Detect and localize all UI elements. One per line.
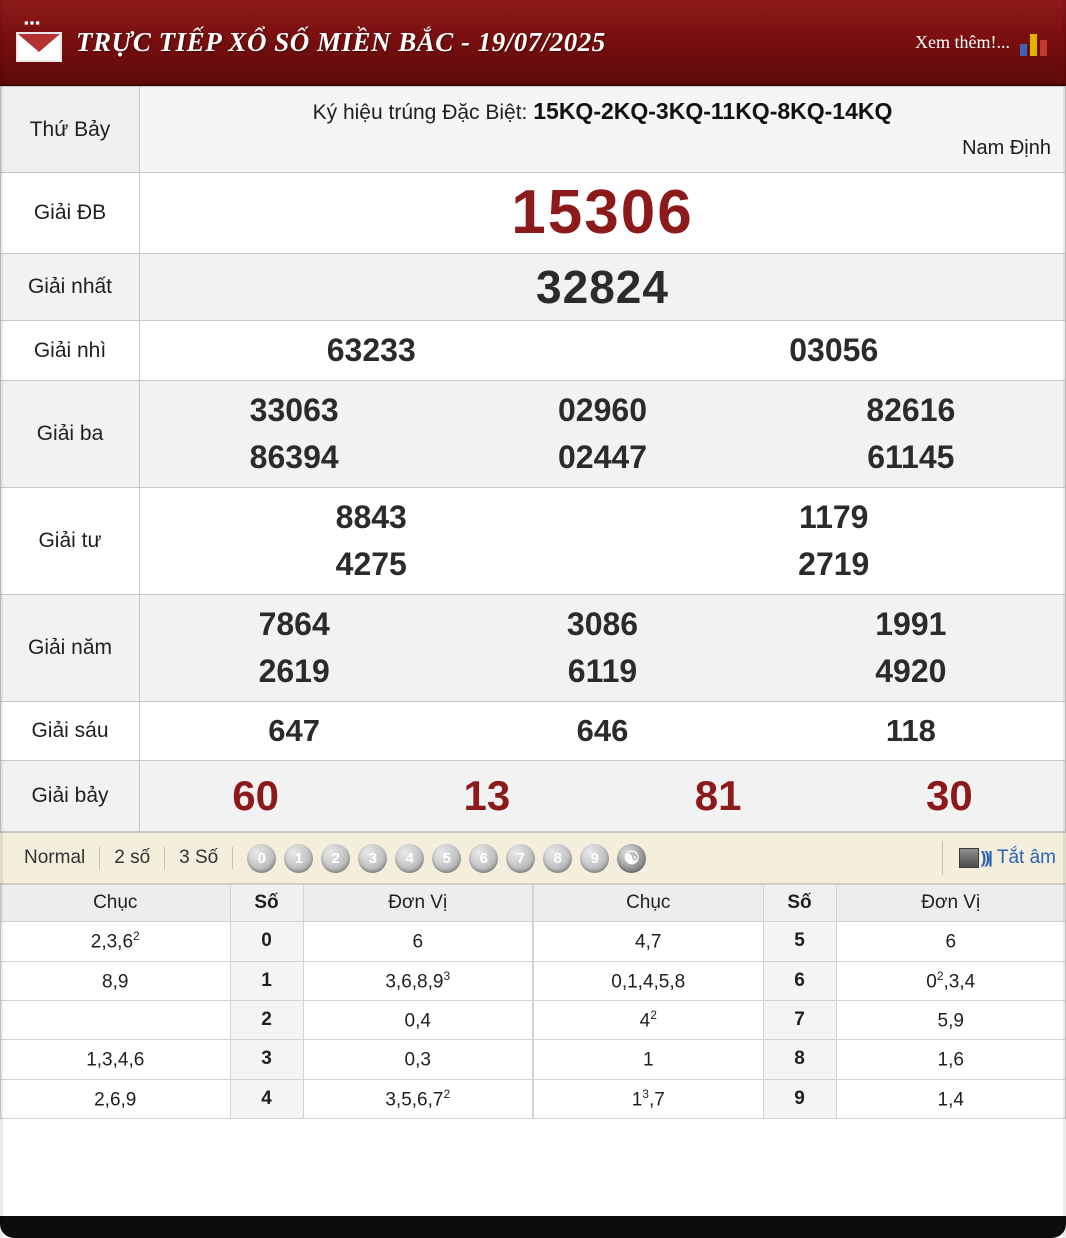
table-header-row bbox=[1, 885, 533, 922]
mail-icon-envelope bbox=[16, 32, 62, 62]
prize-number[interactable]: 30 bbox=[926, 772, 973, 820]
cell-so: 5 bbox=[763, 922, 836, 961]
table-row bbox=[1, 922, 533, 961]
cell-so: 2 bbox=[230, 1000, 303, 1039]
table-row bbox=[1, 1000, 533, 1039]
prize-number[interactable]: 32824 bbox=[536, 261, 669, 314]
col-header-chuc: Chục bbox=[1, 885, 231, 922]
yinyang-ball[interactable]: ☯ bbox=[617, 844, 646, 873]
table-row bbox=[534, 922, 1066, 961]
prize-label-nhat: Giải nhất bbox=[1, 254, 140, 321]
mail-icon bbox=[16, 15, 62, 62]
col-header-donvi: Đơn Vị bbox=[303, 885, 533, 922]
digit-ball-5[interactable]: 5 bbox=[432, 844, 461, 873]
prize-number[interactable]: 81 bbox=[694, 772, 742, 820]
prize-number[interactable]: 2719 bbox=[798, 546, 870, 583]
cell-chuc: 2,6,9 bbox=[1, 1079, 231, 1118]
prize-label-bay: Giải bảy bbox=[1, 761, 140, 832]
prize-values-tu bbox=[140, 488, 1066, 595]
cell-donvi: 3,6,8,9$^3$ bbox=[303, 961, 533, 1000]
prize-number[interactable]: 4920 bbox=[875, 653, 947, 690]
mode-normal-button[interactable]: Normal bbox=[10, 847, 100, 869]
prize-number[interactable]: 1179 bbox=[799, 499, 869, 536]
digit-ball-0[interactable]: 0 bbox=[247, 844, 276, 873]
bar-chart-icon[interactable] bbox=[1020, 28, 1050, 56]
cell-so: 1 bbox=[230, 961, 303, 1000]
cell-chuc: 4,7 bbox=[534, 922, 764, 961]
table-row-tu bbox=[1, 488, 1066, 595]
digit-ball-9[interactable]: 9 bbox=[580, 844, 609, 873]
prize-number[interactable]: 61145 bbox=[867, 439, 955, 476]
see-more-link[interactable]: Xem thêm!... bbox=[915, 31, 1010, 52]
cell-donvi: 1,4 bbox=[836, 1079, 1066, 1118]
digit-filter-group bbox=[247, 844, 646, 873]
cell-so: 0 bbox=[230, 922, 303, 961]
cell-chuc: 1 bbox=[534, 1040, 764, 1079]
prize-number[interactable]: 6119 bbox=[567, 653, 638, 690]
digit-ball-2[interactable]: 2 bbox=[321, 844, 350, 873]
cell-chuc: 2,3,6$^2$ bbox=[1, 922, 231, 961]
mute-label[interactable]: Tắt âm bbox=[996, 847, 1056, 869]
digit-ball-7[interactable]: 7 bbox=[506, 844, 535, 873]
cell-donvi: 6 bbox=[836, 922, 1066, 961]
col-header-so: Số bbox=[763, 885, 836, 922]
kyhieu-cell bbox=[140, 87, 1066, 173]
header-actions bbox=[915, 28, 1050, 56]
page-header bbox=[0, 0, 1066, 86]
prize-values-db bbox=[140, 173, 1066, 254]
mode-2so-button[interactable]: 2 số bbox=[100, 847, 165, 869]
mute-control[interactable] bbox=[942, 841, 1056, 875]
table-row-bay bbox=[1, 761, 1066, 832]
table-header-row bbox=[534, 885, 1066, 922]
cell-donvi: 6 bbox=[303, 922, 533, 961]
table-row-db bbox=[1, 173, 1066, 254]
province-label: Nam Định bbox=[962, 136, 1051, 159]
prize-label-nam: Giải năm bbox=[1, 595, 140, 702]
prize-number[interactable]: 02960 bbox=[558, 392, 647, 429]
cell-chuc: 8,9 bbox=[1, 961, 231, 1000]
cell-so: 9 bbox=[763, 1079, 836, 1118]
table-row bbox=[534, 1000, 1066, 1039]
prize-label-sau: Giải sáu bbox=[1, 702, 140, 761]
prize-number[interactable]: 118 bbox=[885, 713, 936, 749]
prize-number[interactable]: 63233 bbox=[326, 332, 416, 369]
cell-donvi: 3,5,6,7$^2$ bbox=[303, 1079, 533, 1118]
cell-donvi: 0,3 bbox=[303, 1040, 533, 1079]
col-header-chuc: Chục bbox=[534, 885, 764, 922]
prize-number[interactable]: 60 bbox=[232, 772, 279, 820]
prize-number[interactable]: 646 bbox=[576, 713, 629, 749]
prize-number[interactable]: 7864 bbox=[258, 606, 330, 643]
prize-number[interactable]: 02447 bbox=[558, 439, 647, 476]
prize-number[interactable]: 3086 bbox=[566, 606, 639, 643]
table-row bbox=[534, 1079, 1066, 1118]
table-row bbox=[1, 1040, 533, 1079]
prize-number[interactable]: 13 bbox=[463, 772, 511, 820]
col-header-so: Số bbox=[230, 885, 303, 922]
prize-number[interactable]: 647 bbox=[268, 713, 321, 749]
mode-3so-button[interactable]: 3 Số bbox=[165, 847, 233, 869]
prize-number[interactable]: 1991 bbox=[875, 606, 947, 643]
table-row-sau bbox=[1, 702, 1066, 761]
cell-chuc: $1^3,7$ bbox=[534, 1079, 764, 1118]
cell-donvi: 5,9 bbox=[836, 1000, 1066, 1039]
mail-icon-dots: ▪▪▪ bbox=[24, 15, 41, 30]
footer-spacer bbox=[0, 1119, 1066, 1147]
digit-stats-section bbox=[0, 884, 1066, 1119]
prize-number[interactable]: 82616 bbox=[866, 392, 956, 429]
page-title: TRỰC TIẾP XỔ SỐ MIỀN BẮC - 19/07/2025 bbox=[76, 26, 606, 57]
digit-ball-6[interactable]: 6 bbox=[469, 844, 498, 873]
prize-values-bay bbox=[140, 761, 1066, 832]
cell-chuc: 0,1,4,5,8 bbox=[534, 961, 764, 1000]
weekday-label: Thứ Bảy bbox=[1, 87, 140, 173]
table-row-info bbox=[1, 87, 1066, 173]
table-row bbox=[1, 1079, 533, 1118]
kyhieu-value: 15KQ-2KQ-3KQ-11KQ-8KQ-14KQ bbox=[533, 97, 893, 124]
prize-label-db: Giải ĐB bbox=[1, 173, 140, 254]
prize-label-nhi: Giải nhì bbox=[1, 321, 140, 381]
stats-table-right bbox=[533, 884, 1066, 1119]
cell-chuc: 1,3,4,6 bbox=[1, 1040, 231, 1079]
cell-donvi: $0^2,3,4$ bbox=[836, 961, 1066, 1000]
table-row-nhi bbox=[1, 321, 1066, 381]
prize-number[interactable]: 15306 bbox=[511, 178, 694, 247]
results-table bbox=[0, 86, 1066, 832]
cell-so: 8 bbox=[763, 1040, 836, 1079]
cell-so: 3 bbox=[230, 1040, 303, 1079]
prize-number[interactable]: 33063 bbox=[249, 392, 339, 429]
window-bottom-bar bbox=[0, 1216, 1066, 1238]
prize-number[interactable]: 03056 bbox=[789, 332, 879, 369]
prize-values-nhi bbox=[140, 321, 1066, 381]
prize-number[interactable]: 4275 bbox=[335, 546, 407, 583]
prize-values-nam bbox=[140, 595, 1066, 702]
cell-so: 7 bbox=[763, 1000, 836, 1039]
table-row-nam bbox=[1, 595, 1066, 702]
speaker-icon: ))| bbox=[959, 848, 991, 868]
cell-so: 4 bbox=[230, 1079, 303, 1118]
cell-so: 6 bbox=[763, 961, 836, 1000]
table-row bbox=[1, 961, 533, 1000]
prize-values-sau bbox=[140, 702, 1066, 761]
cell-donvi: 0,4 bbox=[303, 1000, 533, 1039]
table-row bbox=[534, 961, 1066, 1000]
table-row-nhat bbox=[1, 254, 1066, 321]
stats-table-left bbox=[0, 884, 533, 1119]
col-header-donvi: Đơn Vị bbox=[836, 885, 1066, 922]
filter-toolbar bbox=[0, 832, 1066, 884]
digit-ball-3[interactable]: 3 bbox=[358, 844, 387, 873]
kyhieu-label: Ký hiệu trúng Đặc Biệt: bbox=[312, 100, 528, 124]
cell-chuc: $4^2$ bbox=[534, 1000, 764, 1039]
digit-ball-1[interactable]: 1 bbox=[284, 844, 313, 873]
prize-number[interactable]: 86394 bbox=[249, 439, 339, 476]
prize-values-ba bbox=[140, 381, 1066, 488]
prize-number[interactable]: 8843 bbox=[335, 499, 407, 536]
cell-donvi: 1,6 bbox=[836, 1040, 1066, 1079]
digit-ball-4[interactable]: 4 bbox=[395, 844, 424, 873]
table-row bbox=[534, 1040, 1066, 1079]
prize-values-nhat bbox=[140, 254, 1066, 321]
prize-label-tu: Giải tư bbox=[1, 488, 140, 595]
cell-chuc bbox=[1, 1000, 231, 1039]
digit-ball-8[interactable]: 8 bbox=[543, 844, 572, 873]
table-row-ba bbox=[1, 381, 1066, 488]
prize-label-ba: Giải ba bbox=[1, 381, 140, 488]
prize-number[interactable]: 2619 bbox=[258, 653, 330, 690]
kyhieu-line bbox=[154, 98, 1051, 125]
